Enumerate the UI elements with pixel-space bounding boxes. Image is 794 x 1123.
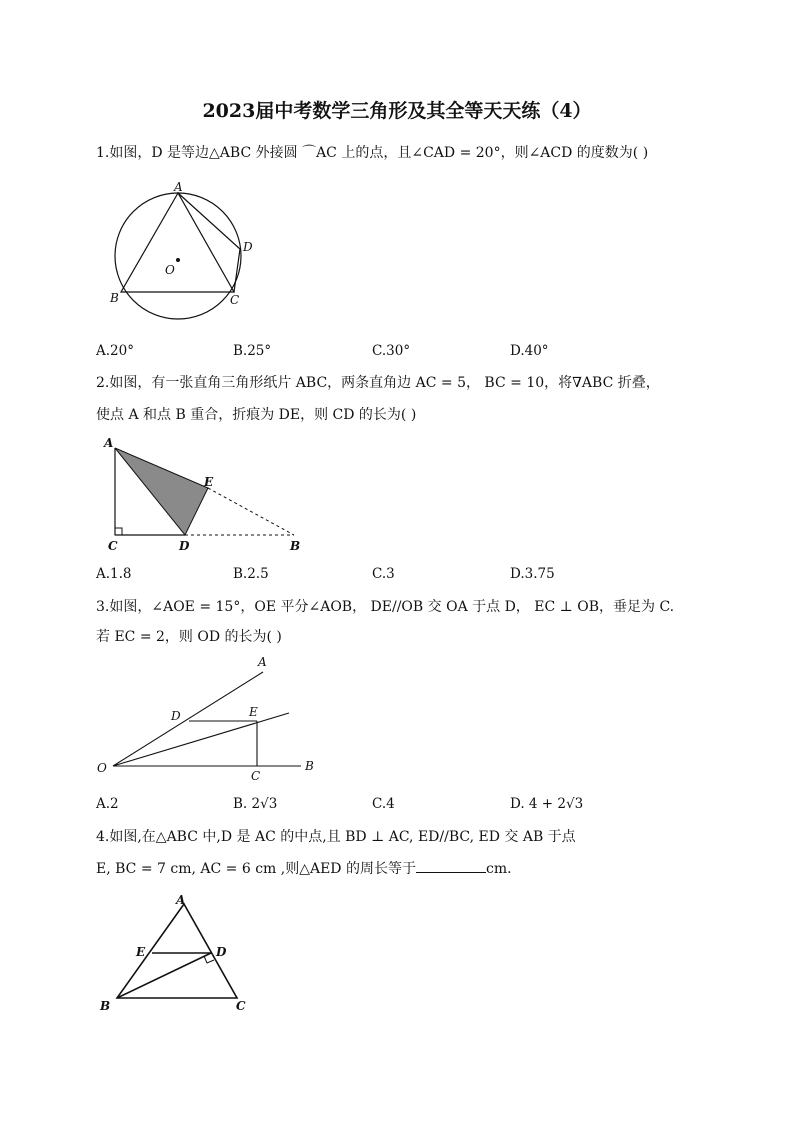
question-4-figure bbox=[98, 890, 268, 1015]
label-E: E bbox=[136, 945, 146, 959]
question-3-text-line-1: 3.如图，∠AOE = 15°，OE 平分∠AOB， DE//OB 交 OA 于点 D， EC ⊥ OB，垂足为 C. bbox=[96, 599, 675, 615]
label-B: B bbox=[100, 999, 111, 1013]
circumcircle bbox=[115, 193, 241, 319]
label-O: O bbox=[97, 761, 107, 775]
q2-option-b[interactable]: B.2.5 bbox=[233, 566, 269, 582]
q1-option-d[interactable]: D.40° bbox=[510, 343, 549, 359]
question-3-text-line-2: 若 EC = 2，则 OD 的长为( ) bbox=[96, 629, 282, 645]
question-4-unit: cm. bbox=[485, 861, 512, 877]
question-4-text-line-2-main: E, BC = 7 cm, AC = 6 cm ,则△AED 的周长等于 bbox=[96, 861, 416, 877]
label-B: B bbox=[110, 291, 119, 305]
label-A: A bbox=[258, 655, 267, 669]
q3-option-c[interactable]: C.4 bbox=[372, 796, 395, 812]
q3-option-b[interactable]: B. 2√3 bbox=[233, 796, 278, 812]
question-4-text-line-2 bbox=[96, 858, 512, 878]
center-point bbox=[176, 258, 180, 262]
folded-region bbox=[115, 448, 208, 535]
q1-option-c[interactable]: C.30° bbox=[372, 343, 411, 359]
right-angle-mark bbox=[115, 528, 122, 535]
question-2-figure bbox=[100, 434, 310, 554]
chord-ad-dc bbox=[178, 193, 240, 292]
q1-option-a[interactable]: A.20° bbox=[96, 343, 134, 359]
answer-blank[interactable] bbox=[416, 860, 486, 873]
ray-oa bbox=[113, 672, 263, 766]
segment-bd bbox=[117, 953, 211, 998]
label-C: C bbox=[251, 769, 261, 783]
question-1-figure bbox=[100, 180, 260, 340]
label-D: D bbox=[216, 945, 227, 959]
label-B: B bbox=[305, 759, 314, 773]
label-B: B bbox=[290, 539, 301, 553]
label-A: A bbox=[174, 180, 183, 194]
label-C: C bbox=[108, 539, 118, 553]
right-angle-mark bbox=[204, 956, 214, 963]
question-1-text: 1.如图，D 是等边△ABC 外接圆 ⌒AC 上的点，且∠CAD = 20°，则∠ACD 的度数为( ) bbox=[96, 145, 649, 161]
label-A: A bbox=[176, 893, 186, 907]
label-D: D bbox=[171, 709, 181, 723]
label-D: D bbox=[243, 240, 253, 254]
label-E: E bbox=[249, 705, 258, 719]
question-2-text-line-2: 使点 A 和点 B 重合，折痕为 DE，则 CD 的长为( ) bbox=[96, 407, 417, 423]
label-O: O bbox=[165, 263, 175, 277]
q2-option-d[interactable]: D.3.75 bbox=[510, 566, 555, 582]
q2-option-c[interactable]: C.3 bbox=[372, 566, 395, 582]
label-C: C bbox=[230, 293, 240, 307]
question-4-text-line-1: 4.如图,在△ABC 中,D 是 AC 的中点,且 BD ⊥ AC, ED//BC, ED 交 AB 于点 bbox=[96, 829, 576, 845]
page-title: 2023届中考数学三角形及其全等天天练（4） bbox=[202, 100, 592, 122]
q2-option-a[interactable]: A.1.8 bbox=[96, 566, 132, 582]
label-E: E bbox=[204, 475, 214, 489]
label-A: A bbox=[104, 436, 114, 450]
q3-option-a[interactable]: A.2 bbox=[96, 796, 119, 812]
question-3-figure bbox=[95, 652, 325, 787]
question-2-text-line-1: 2.如图，有一张直角三角形纸片 ABC，两条直角边 AC = 5， BC = 10，将∇ABC 折叠， bbox=[96, 375, 660, 391]
q1-option-b[interactable]: B.25° bbox=[233, 343, 272, 359]
label-C: C bbox=[236, 999, 246, 1013]
q3-option-d[interactable]: D. 4 + 2√3 bbox=[510, 796, 584, 812]
dashed-eb bbox=[208, 488, 294, 535]
label-D: D bbox=[179, 539, 190, 553]
